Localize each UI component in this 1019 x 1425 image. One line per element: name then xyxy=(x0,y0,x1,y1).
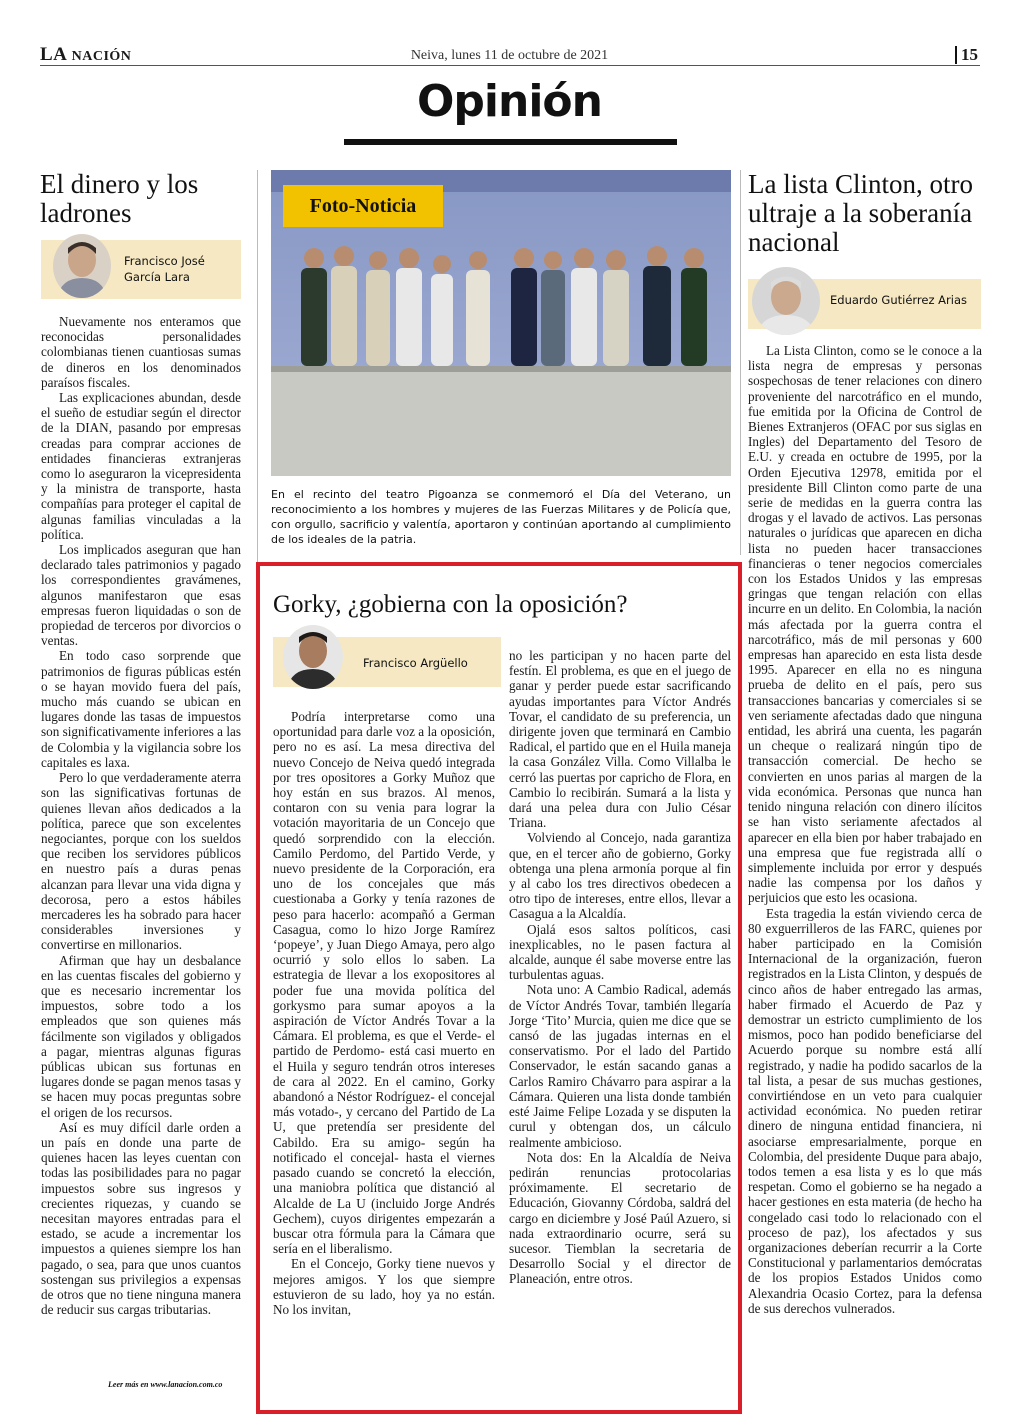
logo-part1: LA xyxy=(40,44,67,65)
right-author-name: Eduardo Gutiérrez Arias xyxy=(830,293,967,307)
paragraph: En el Concejo, Gorky tiene nuevos y mejores amigos. Y los que siempre estuvieron de su lado, hoy ya no están. No los invitan, xyxy=(273,1256,495,1317)
page-number: 15 xyxy=(955,46,978,64)
paragraph: Pero lo que verdaderamente aterra son las significativas fortunas de quienes llevan años dedicados a la política, parece que son excelentes negociantes, porque con los sueldos que reciben los servidores públicos en nuestro país a duras penas alcanzan para llevar una vida digna y decorosa, pero a estos hábiles mercaderes les ha sobrado para hacer considerables inversiones y convertirse en millonarios. xyxy=(41,770,241,953)
photo-caption: En el recinto del teatro Pigoanza se conmemoró el Día del Veterano, un reconocimiento a los hombres y mujeres de las Fuerzas Militares y de Policía que, con orgullo, sacrificio y valentía, aportaron y continúan aportando al cumplimiento de los ideales de la patria. xyxy=(271,488,731,546)
paragraph: Ojalá esos saltos políticos, casi inexplicables, no le pasen factura al alcalde, aunque él sabe moverse entre las turbulentas aguas. xyxy=(509,921,731,983)
left-author-name: Francisco José García Lara xyxy=(124,254,205,284)
left-author-box xyxy=(41,240,241,299)
paragraph: no les participan y no hacen parte del festín. El problema, es que en el juego de ganar y perder puede estar sacrificando ayudas importantes para Víctor Andrés Tovar, el candidato de su preferencia, un dirigente joven que terminará en Cambio Radical, el partido que en el Huila maneja la casa González Villa. Como Villalba le cerró las puertas por capricho de Flora, en Cambio lo recibirán. Sumará a la lista y dará una pelea dura con Julio César Triana. xyxy=(509,648,731,831)
center-author-name: Francisco Argüello xyxy=(363,656,468,670)
logo-part2: NACIÓN xyxy=(71,49,132,64)
paragraph: Las explicaciones abundan, desde el sueño de estudiar según el director de la DIAN, pasando por empresas creadas para comprar acciones de entidades financieras extranjeras como lo aseguraron la vicepresidenta y la ministra de transporte, hasta compañías para proteger el capital de algunas familias vinculadas a la política. xyxy=(41,390,241,542)
paragraph: Volviendo al Concejo, nada garantiza que, en el tercer año de gobierno, Gorky obtenga una plena armonía porque al fin y al cabo los tres directivos obedecen a otro tipo de intereses, entre ellos, llevar a Casagua a la Alcaldía. xyxy=(509,830,731,922)
left-article-headline: El dinero y los ladrones xyxy=(40,169,199,228)
news-photo xyxy=(271,170,731,476)
paragraph: Esta tragedia la están viviendo cerca de 80 exguerrilleros de las FARC, quienes por haber participado en la Comisión Internacional de la organización, fueron registrados en la Lista Clinton, y después de cinco años de haber entregado las armas, haber firmado el Acuerdo de Paz y demostrar un estricto cumplimiento de los mismos, poco han podido beneficiarse del Acuerdo porque su nombre está allí registrado, y nadie ha podido sacarlos de la tal lista, a pesar de sus muchas gestiones, convirtiéndose en un veto para cualquier actividad económica. No pueden retirar dinero de ninguna entidad financiera, ni asociarse empresarialmente, porque en Colombia, del presidente Duque para abajo, todos temen a esa lista y es lo que más respetan. Como el gobierno se ha negado a hacer gestiones en esta materia (de hecho ha congelado casi todo lo relacionado con el proceso de paz), los afectados y sus organizaciones deberían recurrir a la Corte Constitucional y parlamentarios demócratas de los propios Estados Unidos como Alexandria Ocasio Cortez, para la defensa de sus derechos vulnerados. xyxy=(748,905,982,1316)
section-rule xyxy=(344,139,677,145)
paragraph: Nota dos: En la Alcaldía de Neiva pedirán renuncias protocolarias próximamente. El secretario de Educación, Giovanny Córdoba, saldrá del cargo en diciembre y José Paúl Azuero, si nada extraordinario ocurre, será su sucesor. Tiemblan la secretaria de Desarrollo Social y el director de Planeación, entre otros. xyxy=(509,1149,731,1287)
paragraph: Así es muy difícil darle orden a un país en donde una parte de quienes hacen las leyes cuentan con todas las posibilidades para no pagar impuestos sobre sus ingresos y crecientes riquezas, y cuando se necesitan mayores entradas para el estado, se acude a incrementar los impuestos a quienes siempre los han pagado, o sea, para que unos cuantos sostengan sus privilegios a expensas de otros que no tiene ninguna manera de reducir sus cargas tributarias. xyxy=(41,1119,241,1318)
masthead-rule xyxy=(40,65,980,66)
author-photo xyxy=(283,625,343,689)
paragraph: La Lista Clinton, como se le conoce a la lista negra de empresas y personas sospechosas de tener relaciones con dinero proveniente del narcotráfico en el mundo, fue emitida por la Oficina de Control de Bienes Extranjeros (OFAC por sus siglas en Ingles) del Departamento del Tesoro de E.U. y creada en octubre de 1995, por la Orden Ejecutiva 12978, emitida por el presidente Bill Clinton como parte de una serie de medidas en la guerra contra las drogas y el lavado de activos. Las personas naturales o jurídicas que aparecen en dicha lista no pueden hacer transacciones financieras o tener negocios comerciales con los Estados Unidos y las empresas gringas que tengan relación con ellas incurre en un delito. En Colombia, la nación más afectada por la guerra contra el narcotráfico, más de mil personas y 600 empresas han aparecido en esta lista desde 1995. Aparecer en ella no es ninguna prueba de delito en el país, pero sus transacciones bancarias y comerciales si se ven seriamente afectadas dado que ninguna entidad, les abrirá una cuenta, les pagarán un cheque o realizará ningún tipo de transacción comercial. De hecho se convierten en unos parias al margen de la vida económica. Personas que nunca han tenido ninguna relación con dinero ilícitos se han visto seriamente afectados al aparecer en ella bien por haber trabajado en una empresa que fue registrada allí o simplemente incluida por error y después nadie las compensa por los daños y perjuicios que esto les ocasiona. xyxy=(748,343,983,906)
paragraph: Nota uno: A Cambio Radical, además de Víctor Andrés Tovar, también llegaría Jorge ‘Tito’ Murcia, quien me dice que se cansó de las jugadas internas en el conservatismo. Por el lado del Partido Conservador, le están sacando ganas a Carlos Ramiro Chávarro para aspirar a la Cámara. Quieren una lista donde también esté Jaime Felipe Lozada y se disputen la curul y obtengan dos, un cálculo realmente ambicioso. xyxy=(509,982,731,1150)
column-divider xyxy=(740,170,741,555)
issue-date: Neiva, lunes 11 de octubre de 2021 xyxy=(410,48,609,63)
right-article-body xyxy=(748,343,982,1316)
right-article-headline: La lista Clinton, otro ultraje a la soberanía nacional xyxy=(748,169,973,257)
read-more-note: Leer más en www.lanacion.com.co xyxy=(108,1380,223,1389)
author-photo xyxy=(53,234,111,298)
author-photo xyxy=(752,267,820,335)
paragraph: Los implicados aseguran que han declarado tales patrimonios y pagado los correspondientes gravámenes, algunos manifestaron que esas empresas fueron liquidadas o son de propiedad de terceros por divorcios o ventas. xyxy=(41,542,241,649)
paragraph: Podría interpretarse como una oportunidad para darle voz a la oposición, pero no es así. La mesa directiva del nuevo Concejo de Neiva quedó integrada por tres opositores a Gorky Muñoz que hoy están en sus brazos. Al menos, contaron con su venia para lograr la votación mayoritaria de un Concejo que quedó sorprendido con la elección. Camilo Perdomo, del Partido Verde, y nuevo presidente de la Corporación, era uno de los concejales que más cuestionaba a Gorky y tenía razones de peso para hacerlo: acompañó a German Casagua, como lo hizo Jorge Ramírez ‘popeye’, y Juan Diego Amaya, pero algo ocurrió y solo ellos lo saben. La estrategia de llevar a los exopositores al poder fue una movida política del gorkysmo para sumar apoyos a la aspiración de Víctor Andrés Tovar a la Cámara. El problema, es que el Verde- el partido de Perdomo- está casi muerto en el Huila y seguro tendrán otros intereses de cara al 2022. En el camino, Gorky abandonó a Néstor Rodríguez- el concejal más votado-, y cercano del Partido de La U, que pretendía ser presidente del Cabildo. Era su amigo- según ha notificado el concejal- hasta el viernes pasado cuando se concretó la elección, una maniobra política que distanció al Alcalde de La U (incluido Jorge Andrés Gechem), cuyos dirigentes empezarán a buscar otra fórmula para la Cámara que sería en el liberalismo. xyxy=(273,709,495,1257)
center-article-col1 xyxy=(273,709,495,1317)
right-author-box xyxy=(748,279,981,329)
center-article-col2 xyxy=(509,648,731,1287)
paragraph: Afirman que hay un desbalance en las cuentas fiscales del gobierno y que es necesario incrementar los impuestos, sobre todo a los empleados que son quienes más fácilmente son vigilados y obligados a pagar, mientras algunas figuras públicas ubican sus fortunas en lugares donde se pagan menos tasas y se hacen muy pocas preguntas sobre el origen de los recursos. xyxy=(41,952,241,1120)
paragraph: Nuevamente nos enteramos que reconocidas personalidades colombianas tienen cuantiosas sumas de dineros en los denominados paraísos fiscales. xyxy=(41,314,241,390)
paragraph: En todo caso sorprende que patrimonios de figuras públicas estén o se hayan movido fuera del país, mucho más cuando se ubican en lugares donde las tasas de impuestos son significativamente inferiores a las de Colombia y la vigilancia sobre los capitales es laxa. xyxy=(41,648,241,770)
center-author-box xyxy=(273,637,501,687)
left-article-body xyxy=(41,314,241,1317)
center-article-headline: Gorky, ¿gobierna con la oposición? xyxy=(273,591,628,618)
foto-noticia-badge: Foto-Noticia xyxy=(283,185,443,227)
section-title: Opinión xyxy=(417,76,602,127)
